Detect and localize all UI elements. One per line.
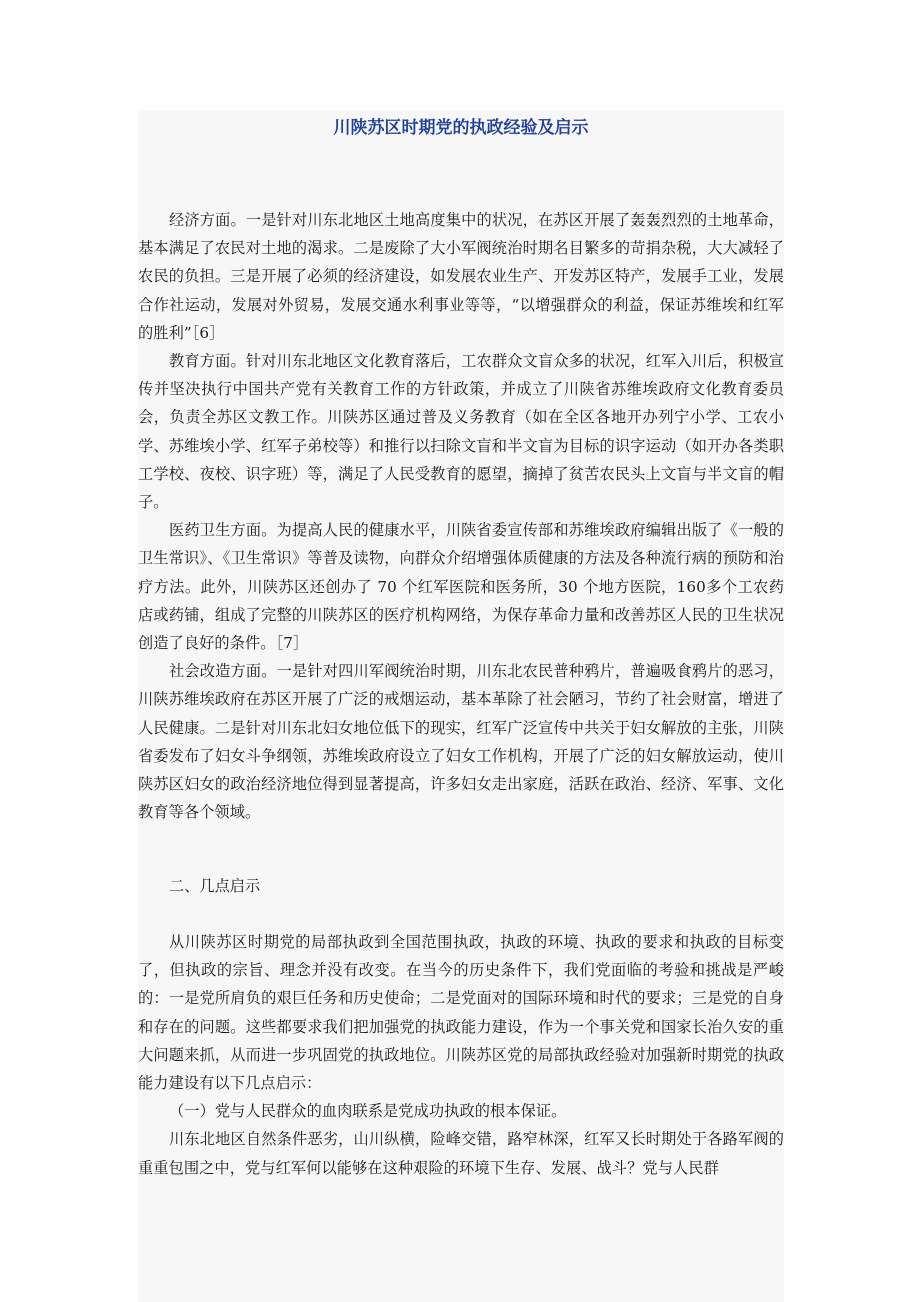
paragraph-revelations-intro: 从川陕苏区时期党的局部执政到全国范围执政，执政的环境、执政的要求和执政的目标变了，但执政的宗旨、理念并没有改变。在当今的历史条件下，我们党面临的考验和挑战是严峻的：一是党所肩负的艰巨任务和历史使命；二是党面对的国际环境和时代的要求；三是党的自身和存在的问题。这些都要求我们把加强党的执政能力建设，作为一个事关党和国家长治久安的重大问题来抓，从而进一步巩固党的执政地位。川陕苏区党的局部执政经验对加强新时期党的执政能力建设有以下几点启示：	[138, 933, 784, 1093]
section-2	[138, 928, 784, 1182]
document-page	[138, 110, 784, 1302]
subheading-point-1: （一）党与人民群众的血肉联系是党成功执政的根本保证。	[169, 1102, 567, 1121]
section-1	[138, 206, 784, 826]
section-2-heading-block	[138, 872, 784, 900]
paragraph-health: 医药卫生方面。为提高人民的健康水平，川陕省委宣传部和苏维埃政府编辑出版了《一般的卫生常识》、《卫生常识》等普及读物，向群众介绍增强体质健康的方法及各种流行病的预防和治疗方法。此外，川陕苏区还创办了 70 个红军医院和医务所，30 个地方医院，160多个工农药店或药铺，组成了完整的川陕苏区的医疗机构网络，为保存革命力量和改善苏区人民的卫生状况创造了良好的条件。［7］	[138, 521, 784, 653]
paragraph-economy: 经济方面。一是针对川东北地区土地高度集中的状况，在苏区开展了轰轰烈烈的土地革命，基本满足了农民对土地的渴求。二是废除了大小军阀统治时期名目繁多的苛捐杂税，大大减轻了农民的负担。三是开展了必须的经济建设，如发展农业生产、开发苏区特产，发展手工业，发展合作社运动，发展对外贸易，发展交通水利事业等等，“以增强群众的利益，保证苏维埃和红军的胜利”［6］	[138, 211, 784, 342]
paragraph-point-1: 川东北地区自然条件恶劣，山川纵横，险峰交错，路窄林深，红军又长时期处于各路军阀的重重包围之中，党与红军何以能够在这种艰险的环境下生存、发展、战斗？党与人民群	[138, 1130, 784, 1177]
document-title: 川陕苏区时期党的执政经验及启示	[333, 118, 589, 138]
section-heading: 二、几点启示	[169, 877, 261, 895]
paragraph-education: 教育方面。针对川东北地区文化教育落后，工农群众文盲众多的状况，红军入川后，积极宣传并坚决执行中国共产党有关教育工作的方针政策，并成立了川陕省苏维埃政府文化教育委员会，负责全苏区文教工作。川陕苏区通过普及义务教育（如在全区各地开办列宁小学、工农小学、苏维埃小学、红军子弟校等）和推行以扫除文盲和半文盲为目标的识字运动（如开办各类职工学校、夜校、识字班）等，满足了人民受教育的愿望，摘掉了贫苦农民头上文盲与半文盲的帽子。	[138, 352, 784, 512]
paragraph-social-reform: 社会改造方面。一是针对四川军阀统治时期，川东北农民普种鸦片，普遍吸食鸦片的恶习，川陕苏维埃政府在苏区开展了广泛的戒烟运动，基本革除了社会陋习，节约了社会财富，增进了人民健康。二是针对川东北妇女地位低下的现实，红军广泛宣传中共关于妇女解放的主张，川陕省委发布了妇女斗争纲领，苏维埃政府设立了妇女工作机构，开展了广泛的妇女解放运动，使川陕苏区妇女的政治经济地位得到显著提高，许多妇女走出家庭，活跃在政治、经济、军事、文化教育等各个领域。	[138, 662, 784, 822]
